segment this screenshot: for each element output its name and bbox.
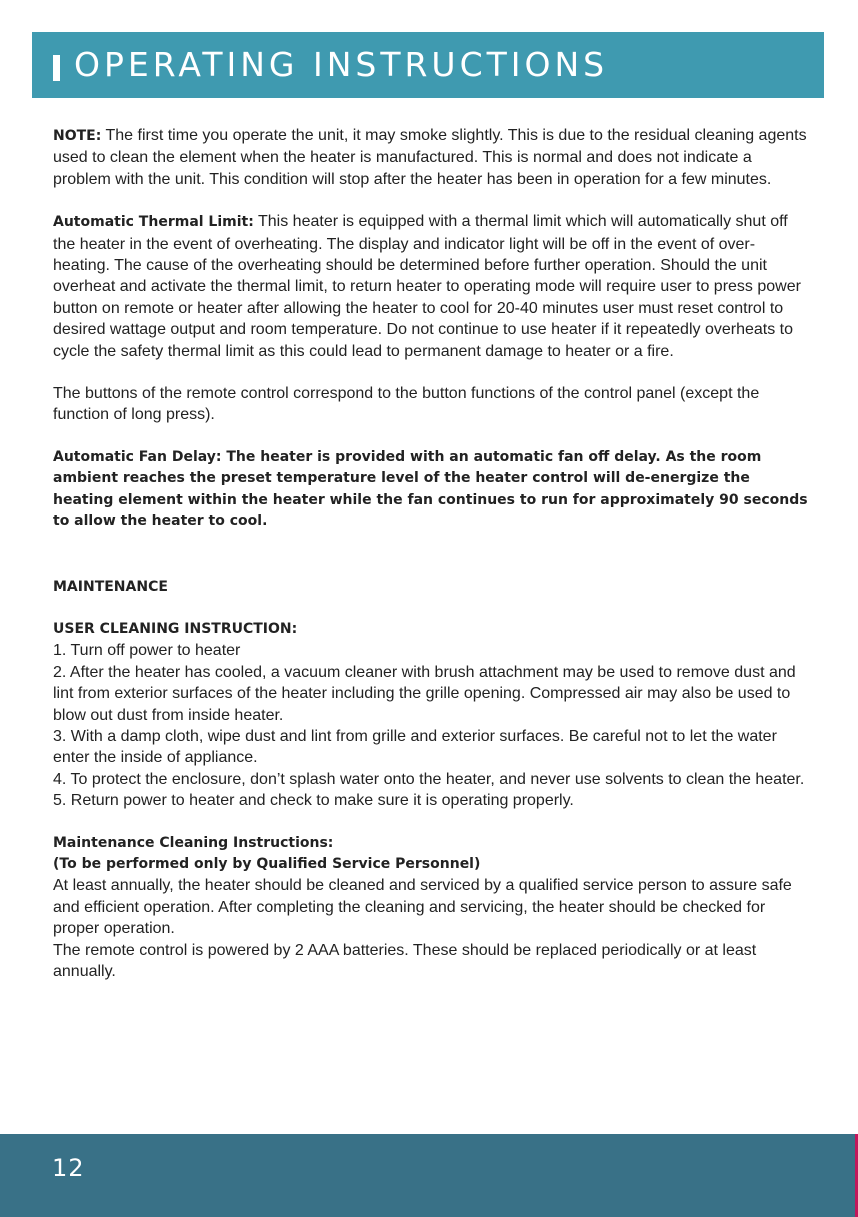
service-cleaning-subheading: (To be performed only by Qualified Service Personnel)	[53, 855, 481, 872]
header-band	[32, 32, 824, 98]
note-label: NOTE:	[53, 128, 102, 144]
battery-text: The remote control is powered by 2 AAA batteries. These should be replaced periodically or at least annually.	[53, 941, 757, 980]
cleaning-step: 4. To protect the enclosure, don’t splash water onto the heater, and never use solvents to clean the heater.	[53, 770, 805, 788]
thermal-limit-paragraph	[53, 211, 813, 362]
service-cleaning-section	[53, 833, 813, 983]
thermal-limit-label: Automatic Thermal Limit:	[53, 214, 254, 231]
page-number: 12	[52, 1154, 85, 1182]
service-cleaning-text: At least annually, the heater should be cleaned and serviced by a qualified service person to assure safe and efficient operation. After completing the cleaning and servicing, the heater should be checked for proper operation.	[53, 877, 792, 938]
user-cleaning-heading: USER CLEANING INSTRUCTION:	[53, 620, 298, 637]
cleaning-step: 5. Return power to heater and check to make sure it is operating properly.	[53, 792, 574, 810]
remote-control-note: The buttons of the remote control correspond to the button functions of the control panel (except the function of long press).	[53, 385, 760, 424]
header-accent-bar	[53, 55, 60, 81]
footer-band	[0, 1134, 858, 1217]
user-cleaning-section	[53, 619, 813, 812]
cleaning-step: 2. After the heater has cooled, a vacuum cleaner with brush attachment may be used to remove dust and lint from exterior surfaces of the heater including the grille opening. Compressed air may also be used to blow out dust from inside heater.	[53, 663, 796, 724]
service-cleaning-heading: Maintenance Cleaning Instructions:	[53, 834, 334, 851]
page-title: OPERATING INSTRUCTIONS	[74, 45, 609, 84]
fan-delay-paragraph: Automatic Fan Delay: The heater is provided with an automatic fan off delay. As the room ambient reaches the preset temperature level of the heater control will de-energize the heating element within the heater while the fan continues to run for approximately 90 seconds to allow the heater to cool.	[53, 448, 808, 530]
content-area	[53, 125, 813, 1003]
cleaning-step: 1. Turn off power to heater	[53, 642, 241, 660]
maintenance-heading-block	[53, 577, 813, 598]
cleaning-step: 3. With a damp cloth, wipe dust and lint from grille and exterior surfaces. Be careful not to let the water enter the inside of appliance.	[53, 727, 777, 767]
note-paragraph	[53, 125, 813, 190]
thermal-limit-text: This heater is equipped with a thermal limit which will automatically shut off the heater in the event of overheating. The display and indicator light will be off in the event of over- heating. The cause of the overheating should be determined before further operation. Should the unit overheat and activate the thermal limit, to return heater to operating mode will require user to press power button on remote or heater after allowing the heater to cool for 20-40 minutes user must reset control to desired wattage output and room temperature. Do not continue to use heater if it repeatedly overheats to cycle the safety thermal limit as this could lead to permanent damage to heater or a fire.	[53, 213, 801, 360]
note-text: The first time you operate the unit, it may smoke slightly. This is due to the residual cleaning agents used to clean the element when the heater is manufactured. This is normal and does not indicate a problem with the unit. This condition will stop after the heater has been in operation for a few minutes.	[53, 127, 807, 188]
maintenance-heading: MAINTENANCE	[53, 578, 168, 595]
